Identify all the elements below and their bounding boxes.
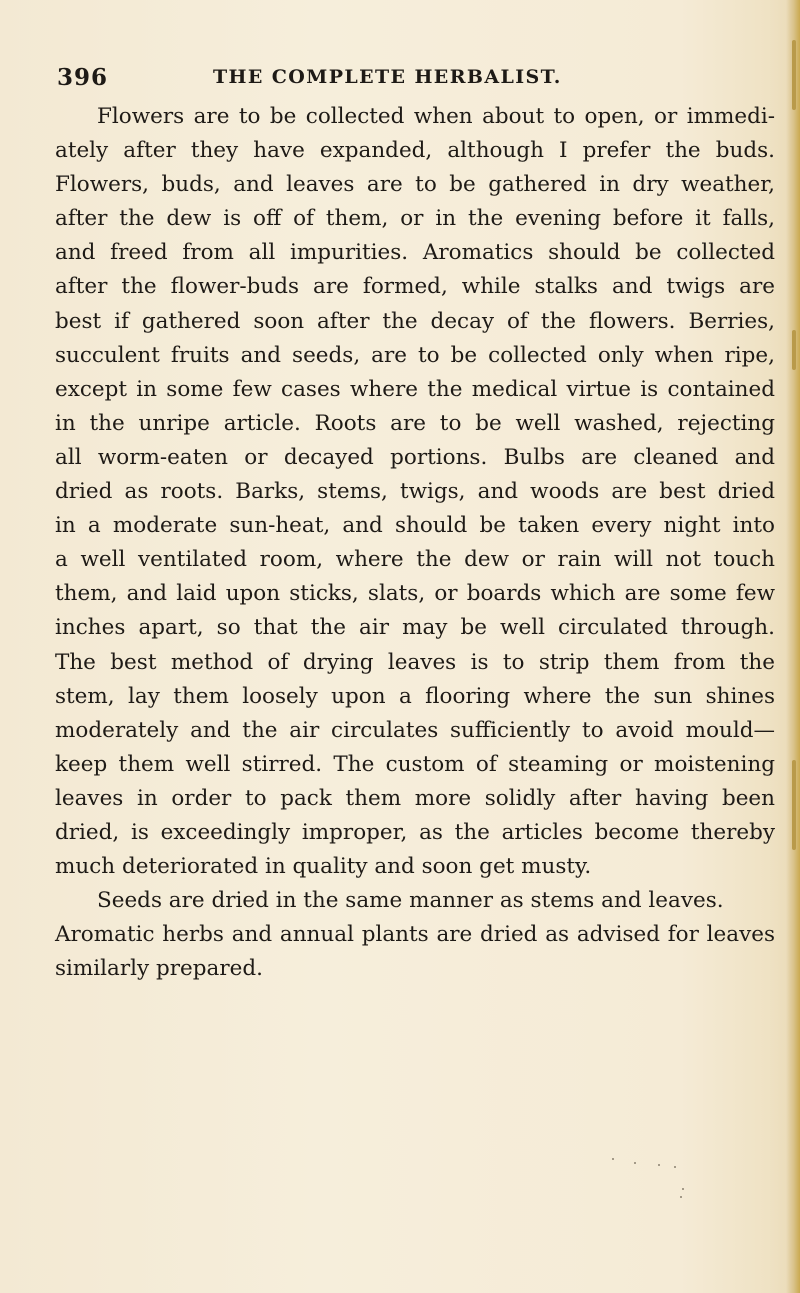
text-line: after the dew is off of them, or in the evening before it falls, bbox=[55, 206, 775, 232]
text-line: in a moderate sun-heat, and should be taken every night into bbox=[55, 513, 775, 539]
text-line: except in some few cases where the medical virtue is contained bbox=[55, 376, 775, 402]
text-line: Flowers are to be collected when about to open, or immedi- bbox=[97, 104, 775, 129]
running-title: THE COMPLETE HERBALIST. bbox=[213, 66, 562, 88]
text-line: Seeds are dried in the same manner as stems and leaves. bbox=[97, 888, 724, 914]
text-line: best if gathered soon after the decay of the flowers. Berries, bbox=[55, 308, 775, 334]
running-head bbox=[57, 64, 617, 98]
text-line: Aromatic herbs and annual plants are dried as advised for leaves bbox=[55, 922, 775, 948]
text-line: after the flower-buds are formed, while stalks and twigs are bbox=[55, 274, 775, 300]
text-line: The best method of drying leaves is to strip them from the bbox=[55, 649, 775, 675]
text-line: them, and laid upon sticks, slats, or boards which are some few bbox=[55, 581, 775, 607]
text-line: leaves in order to pack them more solidly after having been bbox=[55, 785, 775, 811]
text-line: similarly prepared. bbox=[55, 956, 263, 982]
text-line: and freed from all impurities. Aromatics should be collected bbox=[55, 240, 775, 266]
text-line: keep them well stirred. The custom of steaming or moistening bbox=[55, 751, 775, 777]
text-line: inches apart, so that the air may be well circulated through. bbox=[55, 615, 775, 641]
text-line: a well ventilated room, where the dew or rain will not touch bbox=[55, 547, 775, 573]
text-line: much deteriorated in quality and soon get musty. bbox=[55, 854, 592, 880]
text-line: dried, is exceedingly improper, as the articles become thereby bbox=[55, 819, 775, 845]
edge-stain bbox=[792, 330, 796, 370]
text-line: succulent fruits and seeds, are to be collected only when ripe, bbox=[55, 342, 775, 368]
body-text bbox=[55, 100, 775, 986]
text-line: all worm-eaten or decayed portions. Bulbs are cleaned and bbox=[55, 444, 775, 470]
text-line: Flowers, buds, and leaves are to be gathered in dry weather, bbox=[55, 172, 775, 198]
text-line: moderately and the air circulates sufficiently to avoid mould— bbox=[55, 717, 775, 743]
page-number: 396 bbox=[57, 64, 109, 91]
text-line: stem, lay them loosely upon a flooring where the sun shines bbox=[55, 683, 775, 709]
edge-stain bbox=[792, 760, 796, 850]
page-edge bbox=[786, 0, 800, 1293]
text-line: in the unripe article. Roots are to be well washed, rejecting bbox=[55, 410, 775, 436]
edge-stain bbox=[792, 40, 796, 110]
text-line: ately after they have expanded, although I prefer the buds. bbox=[55, 138, 775, 164]
text-line: dried as roots. Barks, stems, twigs, and woods are best dried bbox=[55, 479, 775, 505]
